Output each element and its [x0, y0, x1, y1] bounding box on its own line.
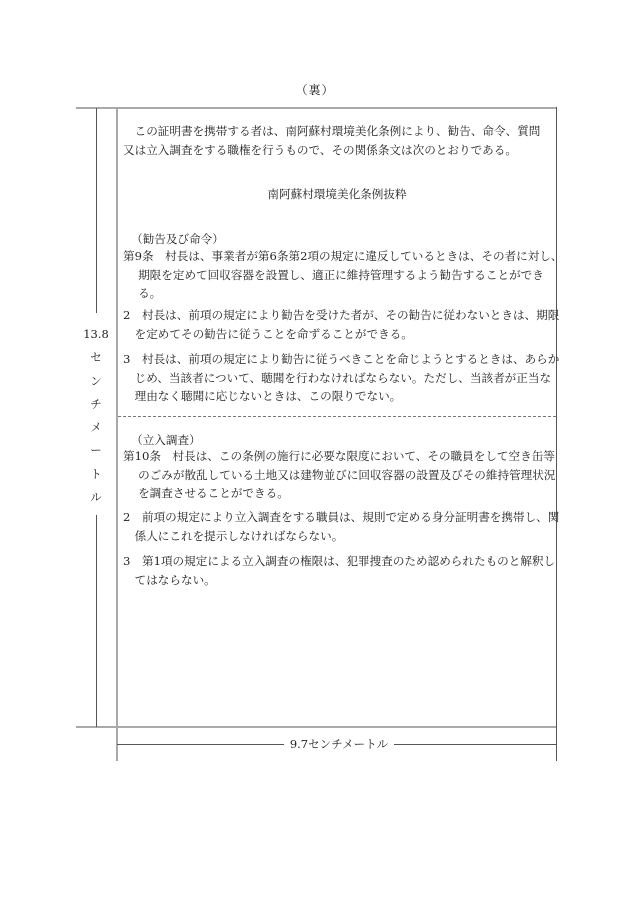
- height-dimension-line-top: [96, 108, 97, 313]
- card-left-border: [116, 107, 118, 761]
- article9-para3: 3 村長は、前項の規定により勧告に従うべきことを命じようとするときは、あらかじめ、当該者について、聴聞を行わなければならない。ただし、当該者が正当な理由なく聴聞に応じないときは、この限りでない。: [123, 352, 560, 403]
- height-unit-char: ル: [90, 490, 102, 505]
- section-divider: [118, 416, 556, 417]
- height-unit-char: ー: [90, 443, 102, 458]
- height-unit-char: ト: [90, 466, 102, 481]
- intro-text: この証明書を携帯する者は、南阿蘇村環境美化条例により、勧告、命令、質問又は立入調査をする職権を行うもので、その関係条文は次のとおりである。: [123, 124, 541, 157]
- article9-para2: 2 村長は、前項の規定により勧告を受けた者が、その勧告に従わないときは、期限を定めてその勧告に従うことを命ずることができる。: [123, 308, 560, 341]
- height-value: 13.8: [83, 327, 109, 341]
- back-side-label: （裏）: [295, 83, 335, 97]
- card-bottom-border: [76, 726, 557, 728]
- article10-para2: 2 前項の規定により立入調査をする職員は、規則で定める身分証明書を携帯し、関係人にこれを提示しなければならない。: [123, 510, 560, 543]
- height-dimension-line-bottom: [96, 515, 97, 727]
- excerpt-title: 南阿蘇村環境美化条例抜粋: [267, 187, 407, 201]
- article10-para3: 3 第1項の規定による立入調査の権限は、犯罪捜査のため認められたものと解釈してはならない。: [123, 554, 556, 587]
- height-unit-char: チ: [90, 396, 102, 411]
- width-dimension-label: 9.7センチメートル: [289, 737, 389, 751]
- height-unit-char: メ: [90, 420, 102, 435]
- article9-caption: （勧告及び命令）: [131, 232, 224, 246]
- height-unit-char: セ: [90, 350, 102, 365]
- article9-main: 第9条 村長は、事業者が第6条第2項の規定に違反しているときは、その者に対し、期限を定めて回収容器を設置し、適正に維持管理するよう勧告することができる。: [123, 249, 563, 300]
- card-top-border: [76, 107, 557, 109]
- height-dimension-label: [78, 323, 114, 509]
- width-dimension-line-right: [394, 744, 556, 745]
- height-unit-char: ン: [90, 373, 102, 388]
- article10-main: 第10条 村長は、この条例の施行に必要な限度において、その職員をして空き缶等のごみが散乱している土地又は建物並びに回収容器の設置及びその維持管理状況を調査させることができる。: [123, 449, 556, 500]
- width-dimension-line-left: [117, 744, 284, 745]
- article10-caption: （立入調査）: [131, 433, 201, 447]
